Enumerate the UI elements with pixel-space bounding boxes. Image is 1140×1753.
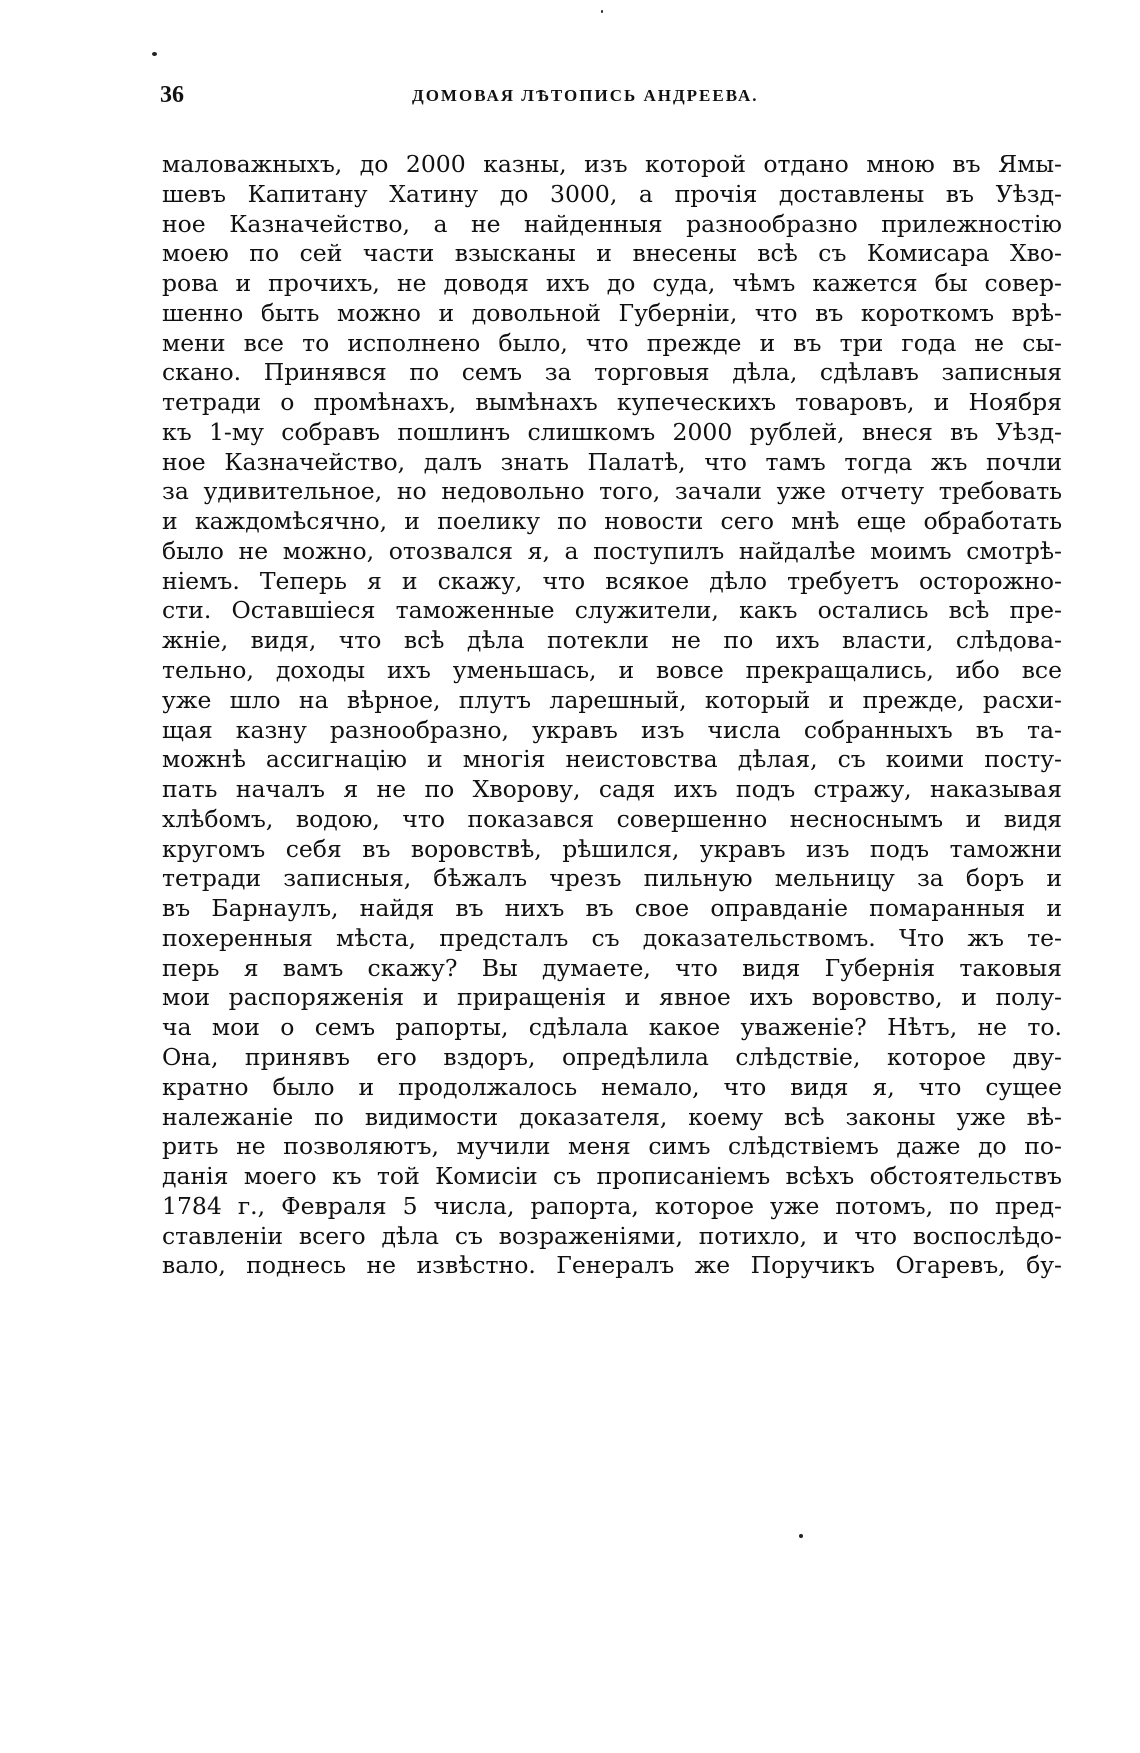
text-line: ное Казначейство, а не найденныя разнообразно прилежностію — [162, 209, 1062, 238]
text-line: шевъ Капитану Хатину до 3000, а прочія доставлены въ Уѣзд- — [162, 179, 1062, 208]
text-line: уже шло на вѣрное, плутъ ларешный, который и прежде, расхи- — [162, 685, 1062, 714]
page-number: 36 — [160, 82, 184, 108]
text-line: скано. Принявся по семъ за торговыя дѣла, сдѣлавъ записныя — [162, 358, 1062, 387]
text-line: ча мои о семъ рапорты, сдѣлала какое уваженіе? Нѣтъ, не то. — [162, 1013, 1062, 1042]
text-line: кругомъ себя въ воровствѣ, рѣшился, укравъ изъ подъ таможни — [162, 834, 1062, 863]
text-line: данія моего къ той Комисіи съ прописаніемъ всѣхъ обстоятельствъ — [162, 1162, 1062, 1191]
ink-speck — [601, 10, 603, 13]
text-line: маловажныхъ, до 2000 казны, изъ которой отдано мною въ Ямы- — [162, 150, 1062, 178]
text-line: пать началъ я не по Хворову, садя ихъ подъ стражу, наказывая — [162, 775, 1062, 804]
text-line: къ 1-му собравъ пошлинъ слишкомъ 2000 рублей, внеся въ Уѣзд- — [162, 417, 1062, 446]
text-line: за удивительное, но недовольно того, зачали уже отчету требовать — [162, 477, 1062, 506]
text-line: вало, поднесь не извѣстно. Генералъ же Поручикъ Огаревъ, бу- — [162, 1251, 1062, 1280]
text-line: можнѣ ассигнацію и многія неистовства дѣлая, съ коими посту- — [162, 745, 1062, 774]
text-line: тельно, доходы ихъ уменьшась, и вовсе прекращались, ибо все — [162, 656, 1062, 685]
text-line: хлѣбомъ, водою, что показався совершенно несноснымъ и видя — [162, 804, 1062, 833]
text-line: ніемъ. Теперь я и скажу, что всякое дѣло требуетъ осторожно- — [162, 566, 1062, 595]
text-line: рова и прочихъ, не доводя ихъ до суда, чѣмъ кажется бы совер- — [162, 269, 1062, 298]
text-line: мени все то исполнено было, что прежде и въ три года не сы- — [162, 328, 1062, 357]
text-line: сти. Оставшіеся таможенные служители, какъ остались всѣ пре- — [162, 596, 1062, 625]
page-header — [160, 82, 1060, 112]
text-line: 1784 г., Февраля 5 числа, рапорта, которое уже потомъ, по пред- — [162, 1191, 1062, 1220]
text-line: мои распоряженія и приращенія и явное ихъ воровство, и полу- — [162, 983, 1062, 1012]
text-line: належаніе по видимости доказателя, коему всѣ законы уже вѣ- — [162, 1102, 1062, 1131]
text-line: было не можно, отозвался я, а поступилъ найдалѣе моимъ смотрѣ- — [162, 536, 1062, 565]
ink-speck — [152, 52, 157, 56]
text-line: шенно быть можно и довольной Губерніи, что въ короткомъ врѣ- — [162, 298, 1062, 327]
running-title: ДОМОВАЯ ЛѢТОПИСЬ АНДРЕЕВА. — [412, 86, 759, 105]
text-line: кратно было и продолжалось немало, что видя я, что сущее — [162, 1072, 1062, 1101]
text-line: Она, принявъ его вздоръ, опредѣлила слѣдствіе, которое дву- — [162, 1042, 1062, 1071]
text-line: ное Казначейство, далъ знать Палатѣ, что тамъ тогда жъ почли — [162, 447, 1062, 476]
text-line: похеренныя мѣста, предсталъ съ доказательствомъ. Что жъ те- — [162, 923, 1062, 952]
text-line: тетради о промѣнахъ, вымѣнахъ купеческихъ товаровъ, и Ноября — [162, 388, 1062, 417]
text-line: въ Барнаулъ, найдя въ нихъ въ свое оправданіе помаранныя и — [162, 894, 1062, 923]
text-line: моею по сей части взысканы и внесены всѣ съ Комисара Хво- — [162, 239, 1062, 268]
body-text — [162, 150, 1062, 1281]
ink-speck — [799, 1534, 803, 1538]
text-line: ставленіи всего дѣла съ возраженіями, потихло, и что воспослѣдо- — [162, 1221, 1062, 1250]
text-line: рить не позволяютъ, мучили меня симъ слѣдствіемъ даже до по- — [162, 1132, 1062, 1161]
text-line: и каждомѣсячно, и поелику по новости сего мнѣ еще обработать — [162, 507, 1062, 536]
text-line: перь я вамъ скажу? Вы думаете, что видя Губернія таковыя — [162, 953, 1062, 982]
text-line: жніе, видя, что всѣ дѣла потекли не по ихъ власти, слѣдова- — [162, 626, 1062, 655]
text-line: щая казну разнообразно, укравъ изъ числа собранныхъ въ та- — [162, 715, 1062, 744]
text-line: тетради записныя, бѣжалъ чрезъ пильную мельницу за боръ и — [162, 864, 1062, 893]
